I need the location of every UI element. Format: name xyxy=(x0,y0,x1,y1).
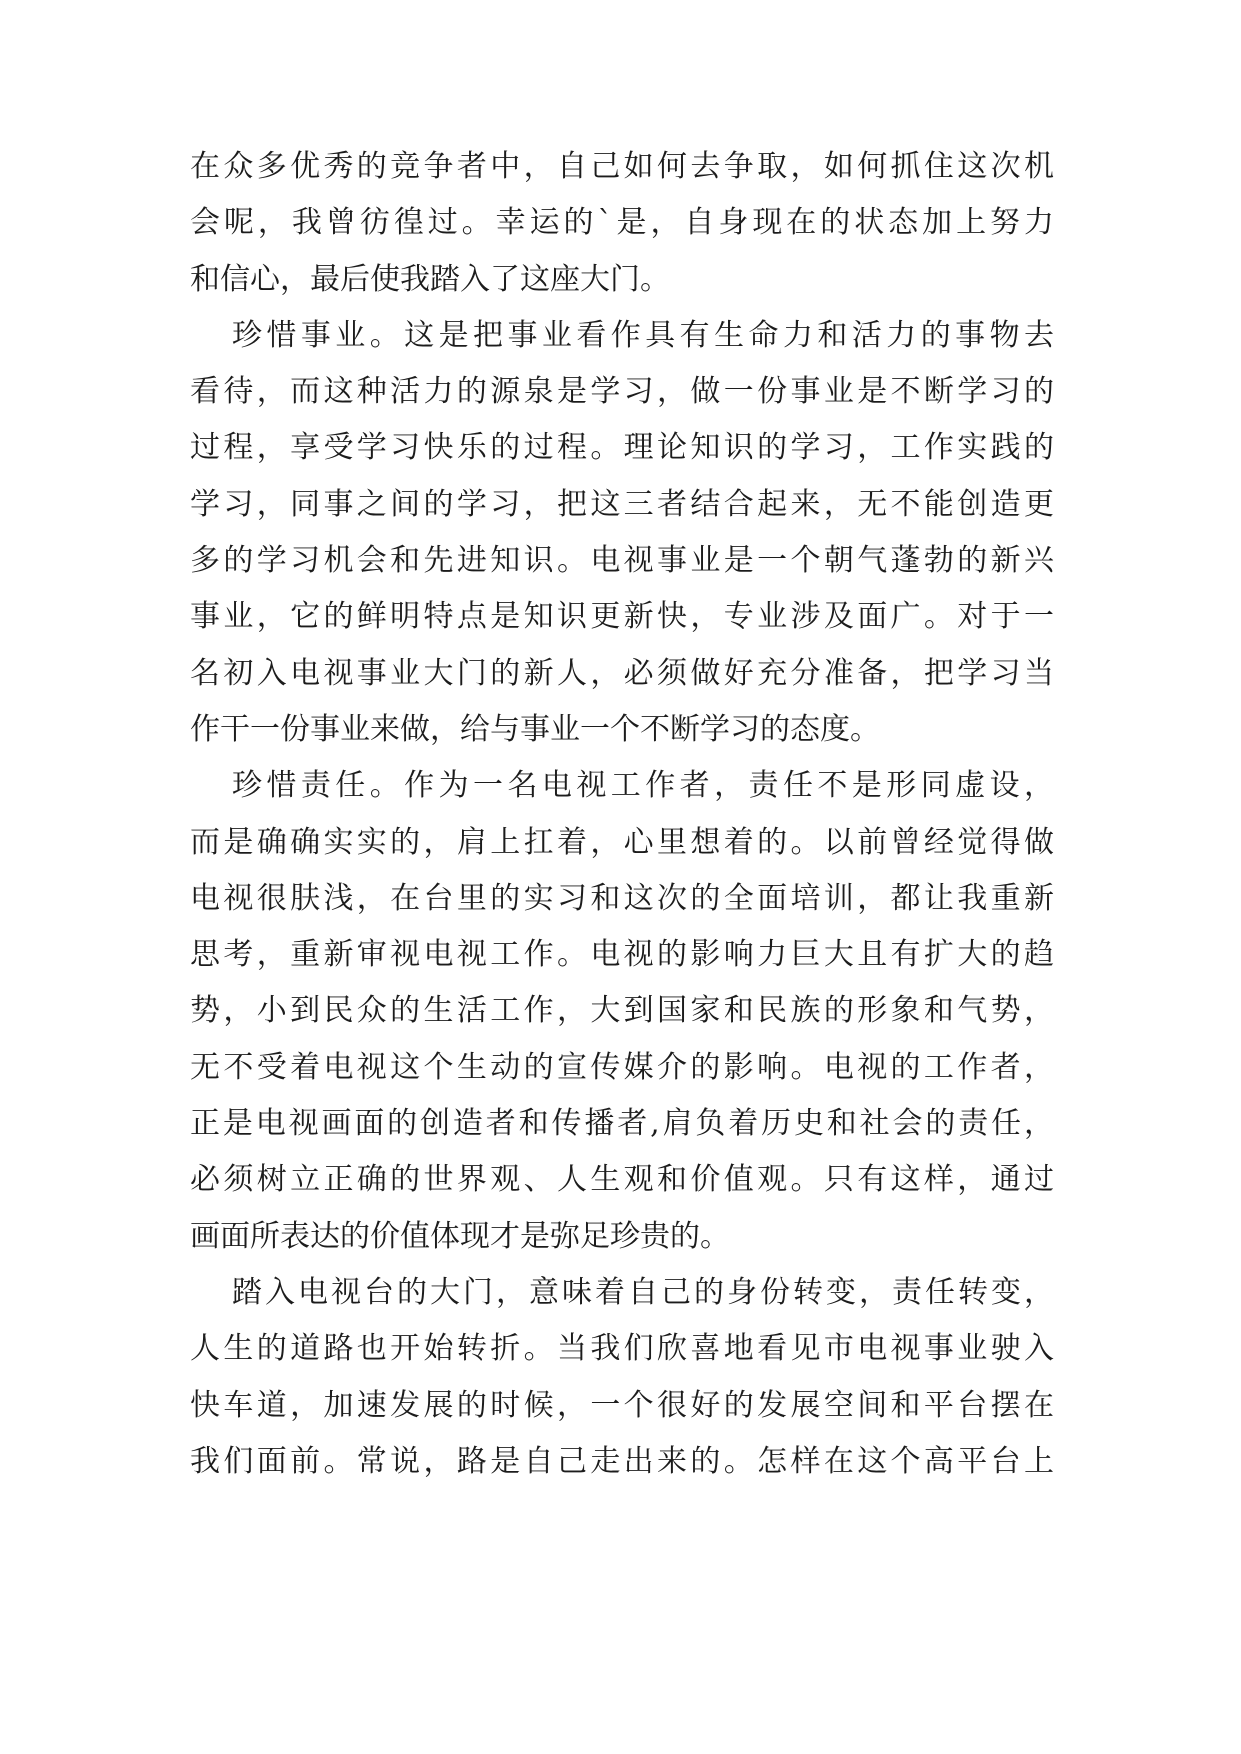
text-line: 人生的道路也开始转折。当我们欣喜地看见市电视事业驶入 xyxy=(190,1331,1054,1367)
text-line: 在众多优秀的竞争者中，自己如何去争取，如何抓住这次机 xyxy=(190,149,1054,184)
text-line: 事业，它的鲜明特点是知识更新快，专业涉及面广。对于一 xyxy=(190,599,1054,635)
text-line: 会呢，我曾彷徨过。幸运的`是，自身现在的状态加上努力 xyxy=(190,205,1054,241)
text-line: 过程，享受学习快乐的过程。理论知识的学习，工作实践的 xyxy=(190,430,1054,466)
text-line: 踏入电视台的大门，意味着自己的身份转变，责任转变， xyxy=(232,1274,1054,1310)
paragraph-2 xyxy=(190,308,1054,758)
text-line: 画面所表达的价值体现才是弥足珍贵的。 xyxy=(190,1218,730,1254)
text-line: 必须树立正确的世界观、人生观和价值观。只有这样，通过 xyxy=(190,1162,1054,1198)
document-body xyxy=(190,139,1054,1490)
text-line: 学习，同事之间的学习，把这三者结合起来，无不能创造更 xyxy=(190,486,1054,522)
text-line: 看待，而这种活力的源泉是学习，做一份事业是不断学习的 xyxy=(190,374,1054,410)
text-line: 无不受着电视这个生动的宣传媒介的影响。电视的工作者， xyxy=(190,1049,1054,1085)
text-line: 快车道，加速发展的时候，一个很好的发展空间和平台摆在 xyxy=(190,1387,1054,1423)
text-line: 我们面前。常说，路是自己走出来的。怎样在这个高平台上 xyxy=(190,1443,1054,1479)
text-line: 珍惜事业。这是把事业看作具有生命力和活力的事物去 xyxy=(232,317,1054,353)
text-line: 思考，重新审视电视工作。电视的影响力巨大且有扩大的趋 xyxy=(190,937,1054,973)
paragraph-4 xyxy=(190,1265,1054,1490)
paragraph-1 xyxy=(190,139,1054,308)
text-line: 多的学习机会和先进知识。电视事业是一个朝气蓬勃的新兴 xyxy=(190,543,1054,579)
text-line: 正是电视画面的创造者和传播者,肩负着历史和社会的责任， xyxy=(190,1106,1054,1142)
text-line: 珍惜责任。作为一名电视工作者，责任不是形同虚设， xyxy=(232,768,1054,804)
text-line: 名初入电视事业大门的新人，必须做好充分准备，把学习当 xyxy=(190,655,1054,691)
text-line: 电视很肤浅，在台里的实习和这次的全面培训，都让我重新 xyxy=(190,880,1054,916)
text-line: 作干一份事业来做，给与事业一个不断学习的态度。 xyxy=(190,711,880,747)
text-line: 而是确确实实的，肩上扛着，心里想着的。以前曾经觉得做 xyxy=(190,824,1054,860)
text-line: 和信心，最后使我踏入了这座大门。 xyxy=(190,261,670,297)
text-line: 势，小到民众的生活工作，大到国家和民族的形象和气势， xyxy=(190,993,1054,1029)
paragraph-3 xyxy=(190,758,1054,1265)
